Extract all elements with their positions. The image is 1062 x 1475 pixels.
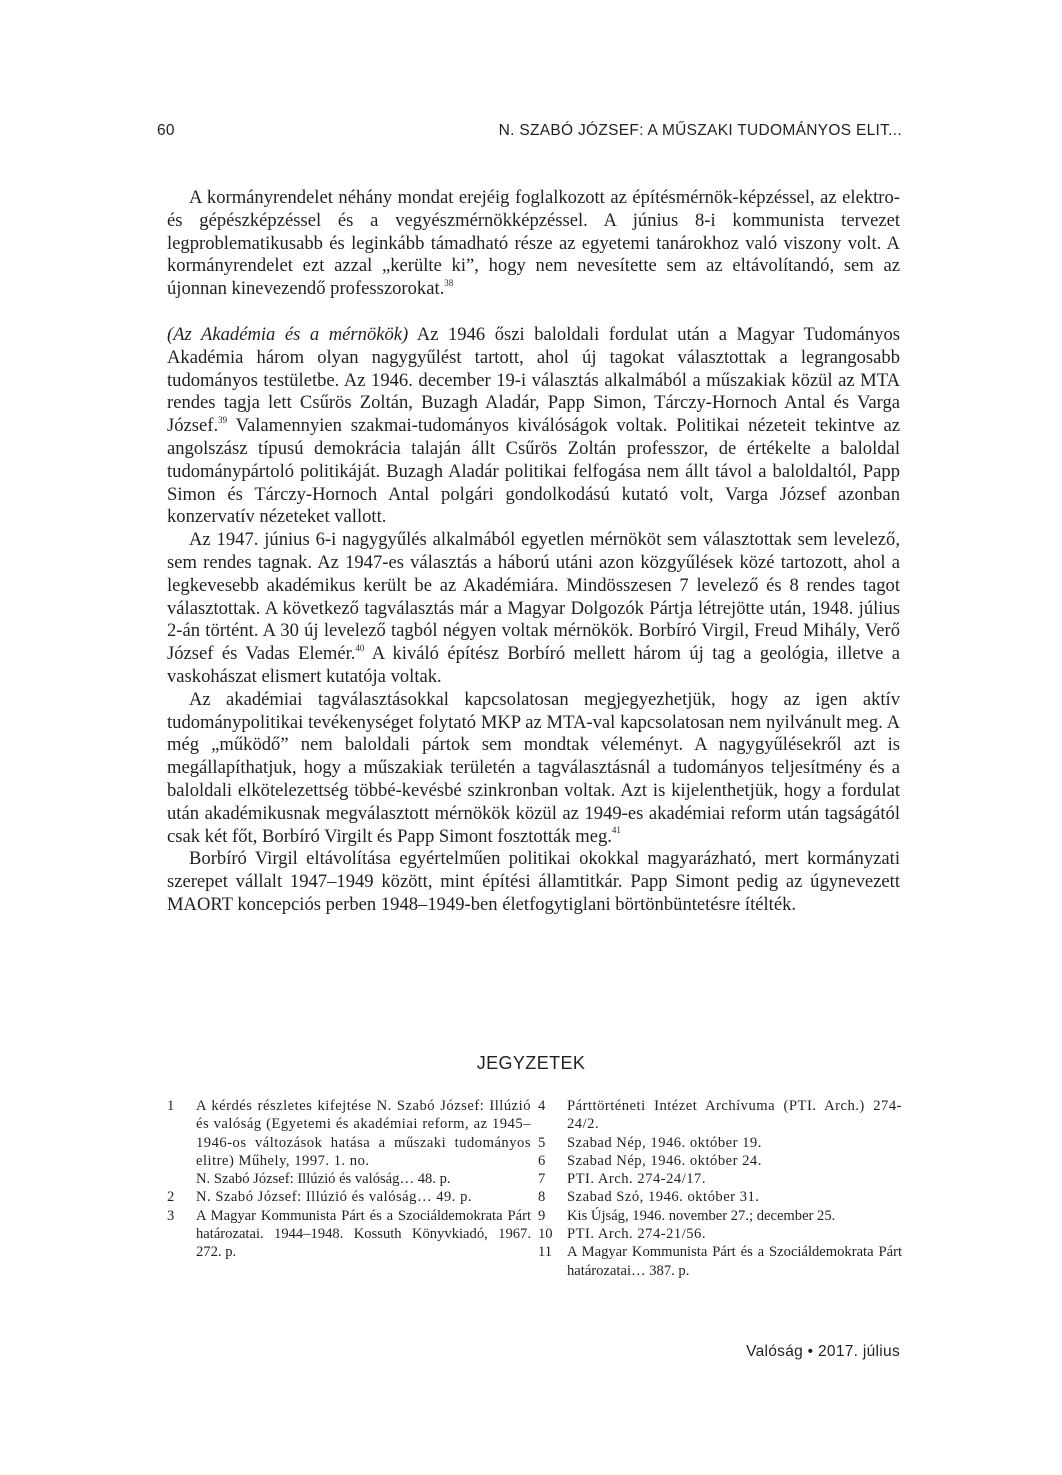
paragraph-2	[167, 324, 900, 529]
note-number: 1	[167, 1098, 175, 1114]
note-number: 2	[167, 1189, 175, 1206]
section-lead-in: (Az Akadémia és a mérnökök)	[167, 323, 409, 345]
paragraph-4	[167, 689, 900, 849]
note-text: A Magyar Kommunista Párt és a Szociáldemokrata Párt határozatai. 1944–1948. Kossuth Könyvkiadó, 1967. 272. p.	[196, 1207, 531, 1261]
paragraph-5-text: Borbíró Virgil eltávolítása egyértelműen politikai okokkal magyarázható, mert kormányzati szerepet vállalt 1947–1949 között, mint építési államtitkár. Papp Simont pedig az úgynevezett MAORT koncepciós perben 1948–1949-ben életfogytiglani börtönbüntetésre ítélték.	[167, 848, 900, 915]
notes-column-right	[538, 1097, 902, 1280]
note-item	[167, 1188, 531, 1206]
note-item	[538, 1097, 902, 1134]
note-item	[538, 1207, 902, 1225]
footnote-ref-40: 40	[355, 642, 365, 653]
note-number: 8	[538, 1189, 546, 1206]
note-text: Szabad Nép, 1946. október 24.	[567, 1152, 762, 1169]
paragraph-2-text-a: Az 1946 őszi baloldali fordulat után a Magyar Tudományos Akadémia három olyan nagygyűlést tartott, ahol új tagokat választottak a legrangosabb tudományos testületbe. Az 1946. december 19-i választás alkalmából a műszakiak közül az MTA rendes tagja lett Csűrös Zoltán, Buzagh Aladár, Papp Simon, Tárczy-Hornoch Antal és Varga József.	[167, 323, 900, 437]
note-item	[538, 1152, 902, 1170]
paragraph-3-text-a: Az 1947. június 6-i nagygyűlés alkalmából egyetlen mérnököt sem választottak sem levelező, sem rendes tagnak. Az 1947-es választás a háború utáni azon közgyűlések közé tartozott, ahol a legkevesebb akadémikus került be az Akadémiára. Mindösszesen 7 levelező és 8 rendes tagot választottak. A következő tagválasztás már a Magyar Dolgozók Pártja létrejötte után, 1948. július 2-án történt. A 30 új levelező tagból négyen voltak mérnökök. Borbíró Virgil, Freud Mihály, Verő József és Vadas Elemér.	[167, 529, 900, 665]
note-text: N. Szabó József: Illúzió és valóság… 49. p.	[196, 1189, 473, 1206]
notes-column-left	[167, 1097, 531, 1262]
note-text: Szabad Nép, 1946. október 19.	[567, 1134, 762, 1151]
note-number: 6	[538, 1152, 546, 1169]
note-text: PTI. Arch. 274-21/56.	[567, 1226, 706, 1243]
note-text: PTI. Arch. 274-24/17.	[567, 1171, 706, 1188]
notes-heading: JEGYZETEK	[476, 1053, 586, 1073]
note-text: A Magyar Kommunista Párt és a Szociáldemokrata Párt határozatai… 387. p.	[567, 1244, 902, 1279]
note-number: 4	[538, 1098, 546, 1114]
journal-footer: Valóság • 2017. július	[746, 1343, 900, 1360]
note-number: 3	[167, 1207, 175, 1224]
note-item	[538, 1188, 902, 1206]
paragraph-3	[167, 529, 900, 689]
paragraph-4-text: Az akadémiai tagválasztásokkal kapcsolatosan megjegyezhetjük, hogy az igen aktív tudománypolitikai tevékenységet folytató MKP az MTA-val kapcsolatosan nem nyilvánult meg. A még „működő” nem baloldali pártok sem mondtak véleményt. A nagygyűlésekről azt is megállapíthatjuk, hogy a műszakiak területén a tagválasztásnál a tudományos teljesítmény és a baloldali elkötelezettség többé-kevésbé szinkronban voltak. Azt is kijelenthetjük, hogy a fordulat után akadémikusnak megválasztott mérnökök közül az 1949-es akadémiai reform után tagságától csak két főt, Borbíró Virgilt és Papp Simont fosztották meg.	[167, 688, 900, 847]
note-text: Párttörténeti Intézet Archívuma (PTI. Arch.) 274-24/2.	[567, 1098, 902, 1133]
note-item	[538, 1243, 902, 1280]
paragraph-5	[167, 848, 900, 916]
note-item	[538, 1225, 902, 1243]
note-item	[538, 1170, 902, 1188]
paragraph-2-text-b: Valamennyien szakmai-tudományos kiválóságok voltak. Politikai nézeteit tekintve az angolszász típusú demokrácia talaján állt Csűrös Zoltán professzor, de értékelte a baloldal tudománypártoló politikáját. Buzagh Aladár politikai felfogása nem állt távol a baloldaltól, Papp Simon és Tárczy-Hornoch Antal polgári gondolkodású kutató volt, Varga József azonban konzervatív nézeteket vallott.	[167, 415, 900, 528]
note-text: Kis Újság, 1946. november 27.; december 25.	[567, 1207, 836, 1224]
paragraph-1	[167, 187, 900, 301]
note-number: 7	[538, 1171, 546, 1188]
footnote-ref-41: 41	[611, 825, 621, 836]
note-number: 11	[538, 1244, 553, 1261]
paragraph-1-text: A kormányrendelet néhány mondat erejéig foglalkozott az építésmérnök-képzéssel, az elektro- és gépészképzéssel és a vegyészmérnökképzéssel. A június 8-i kommunista tervezet legproblematikusabb és leginkább támadható része az egyetemi tanárokhoz való viszony volt. A kormányrendelet ezt azzal „kerülte ki”, hogy nem nevesítette sem az eltávolítandó, sem az újonnan kinevezendő professzorokat.	[167, 187, 900, 300]
note-text: Szabad Szó, 1946. október 31.	[567, 1189, 760, 1206]
article-body	[167, 187, 900, 917]
running-header	[157, 122, 902, 144]
note-item	[167, 1207, 531, 1262]
page-number: 60	[157, 122, 175, 139]
paragraph-3-text-b: A kiváló építész Borbíró mellett három új tag a geológia, illetve a vaskohászat elismert kutatója voltak.	[167, 643, 900, 687]
note-text: A kérdés részletes kifejtése N. Szabó József: Illúzió és valóság (Egyetemi és akadémiai reform, az 1945–1946-os változások hatása a műszaki tudományos elitre) Műhely, 1997. 1. no.	[196, 1098, 531, 1169]
running-title: N. SZABÓ JÓZSEF: A MŰSZAKI TUDOMÁNYOS ELIT...	[498, 122, 902, 139]
note-number: 5	[538, 1134, 546, 1151]
footnote-ref-39: 39	[218, 414, 228, 425]
note-item	[538, 1134, 902, 1152]
note-number: 9	[538, 1207, 546, 1224]
note-item	[167, 1097, 531, 1188]
note-text-continuation: N. Szabó József: Illúzió és valóság… 48. p.	[196, 1171, 451, 1188]
footnote-ref-38: 38	[444, 278, 454, 288]
note-number: 10	[538, 1226, 553, 1243]
